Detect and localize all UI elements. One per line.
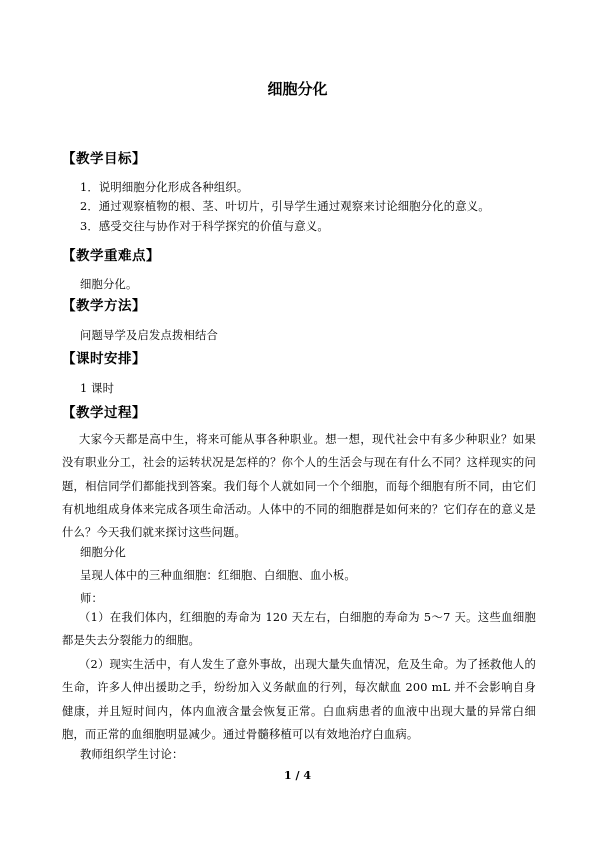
schedule-text: 1 课时 [80, 382, 115, 395]
process-teacher-label: 师： [80, 592, 103, 605]
heading-process: 【教学过程】 [62, 405, 146, 421]
heading-schedule: 【课时安排】 [62, 351, 146, 367]
process-point-2: （2）现实生活中，有人发生了意外事故，出现大量失血情况，危及生命。为了拯救他人的生命，许多人伸出援助之手，纷纷加入义务献血的行列，每次献血 200 mL 并不会影响自身健康，并且短时间内，体内血液含量会恢复正常。白血病患者的血液中出现大量的异常白细胞，而正常的血细胞明显减少。通过骨髓移植可以有效地治疗白血病。 [62, 658, 536, 741]
objective-item-3: 3．感受交往与协作对于科学探究的价值与意义。 [80, 220, 329, 233]
process-present-text: 呈现人体中的三种血细胞：红细胞、白细胞、血小板。 [80, 569, 356, 582]
heading-objectives: 【教学目标】 [62, 151, 146, 167]
process-subtitle: 细胞分化 [80, 546, 126, 559]
process-point-1: （1）在我们体内，红细胞的寿命为 120 天左右，白细胞的寿命为 5～7 天。这些血细胞都是失去分裂能力的细胞。 [62, 611, 536, 648]
objective-item-1: 1．说明细胞分化形成各种组织。 [80, 181, 249, 194]
process-intro-paragraph: 大家今天都是高中生，将来可能从事各种职业。想一想，现代社会中有多少种职业？如果没有职业分工，社会的运转状况是怎样的？你个人的生活会与现在有什么不同？这样现实的问题，相信同学们都能找到答案。我们每个人就如同一个个细胞，而每个细胞有所不同，由它们有机地组成身体来完成各项生命活动。人体中的不同的细胞群是如何来的？它们存在的意义是什么？今天我们就来探讨这些问题。 [62, 433, 536, 540]
page-title: 细胞分化 [267, 80, 328, 98]
page-number: 1 / 4 [284, 769, 311, 782]
process-discussion-text: 教师组织学生讨论： [80, 748, 184, 761]
objective-item-2: 2．通过观察植物的根、茎、叶切片，引导学生通过观察来讨论细胞分化的意义。 [80, 200, 490, 213]
key-points-text: 细胞分化。 [80, 278, 138, 291]
heading-key-points: 【教学重难点】 [62, 248, 160, 264]
methods-text: 问题导学及启发点拨相结合 [80, 329, 218, 342]
heading-methods: 【教学方法】 [62, 298, 146, 314]
